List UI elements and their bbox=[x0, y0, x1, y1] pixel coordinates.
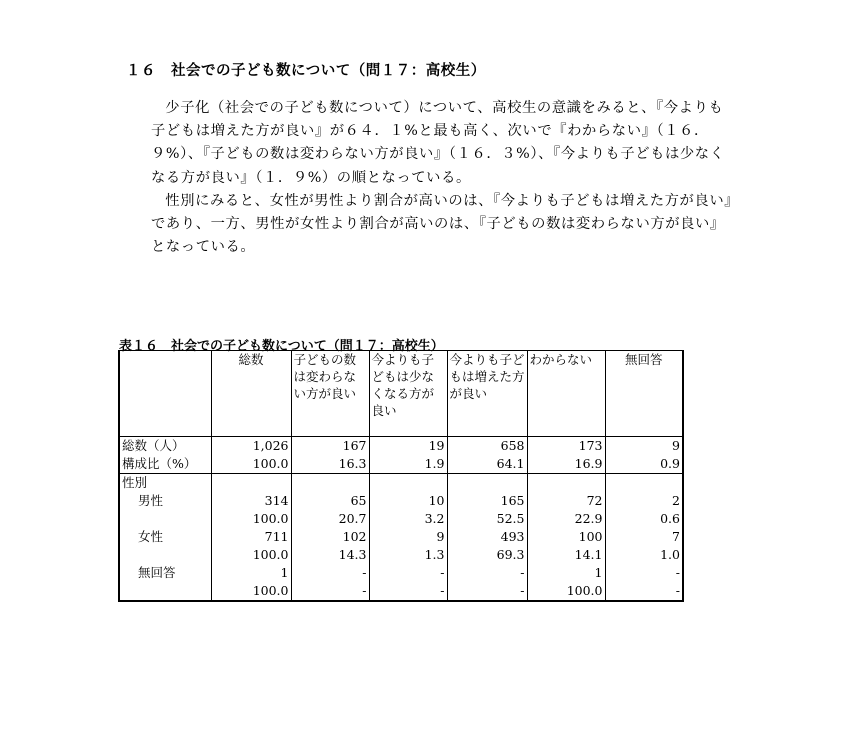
table-cell: 173 bbox=[527, 437, 605, 456]
row-label bbox=[119, 582, 211, 601]
column-header: 子どもの数は変わらない方が良い bbox=[291, 351, 369, 437]
row-label: 女性 bbox=[119, 528, 211, 546]
table-cell: 1.0 bbox=[605, 546, 683, 564]
table-cell bbox=[369, 474, 447, 493]
statistics-table bbox=[118, 350, 684, 602]
table-cell: - bbox=[447, 582, 527, 601]
table-cell: 314 bbox=[211, 492, 291, 510]
table-cell: - bbox=[369, 582, 447, 601]
table-cell: 9 bbox=[605, 437, 683, 456]
row-label: 構成比（%） bbox=[119, 455, 211, 474]
table-cell bbox=[605, 474, 683, 493]
table-cell: 100.0 bbox=[211, 510, 291, 528]
table-cell: 0.6 bbox=[605, 510, 683, 528]
table-header-row bbox=[119, 351, 683, 437]
table-cell: - bbox=[291, 582, 369, 601]
row-label: 無回答 bbox=[119, 564, 211, 582]
table-cell: 0.9 bbox=[605, 455, 683, 474]
table-cell: - bbox=[605, 564, 683, 582]
table-row bbox=[119, 437, 683, 456]
table-cell: 64.1 bbox=[447, 455, 527, 474]
table-cell: - bbox=[369, 564, 447, 582]
row-label: 性別 bbox=[119, 474, 211, 493]
table-row bbox=[119, 564, 683, 582]
table-row bbox=[119, 492, 683, 510]
table-cell: 16.3 bbox=[291, 455, 369, 474]
table-cell: 1.9 bbox=[369, 455, 447, 474]
row-label bbox=[119, 546, 211, 564]
table-caption: 表１６ 社会での子ども数について（問１７：高校生） bbox=[119, 339, 444, 354]
table-cell: 100 bbox=[527, 528, 605, 546]
paragraph-2: 性別にみると、女性が男性より割合が高いのは、『今よりも子どもは増えた方が良い』であり、一方、男性が女性より割合が高いのは、『子どもの数は変わらない方が良い』となっている。 bbox=[151, 192, 732, 256]
table-cell: 1 bbox=[211, 564, 291, 582]
table-cell: 7 bbox=[605, 528, 683, 546]
body-text bbox=[151, 97, 736, 259]
section-heading: １６ 社会での子ども数について（問１７：高校生） bbox=[126, 63, 486, 79]
table-cell: 167 bbox=[291, 437, 369, 456]
table-cell: 22.9 bbox=[527, 510, 605, 528]
table-cell: 1 bbox=[527, 564, 605, 582]
table-cell: 16.9 bbox=[527, 455, 605, 474]
table-cell: 72 bbox=[527, 492, 605, 510]
table-row bbox=[119, 546, 683, 564]
table-cell: 493 bbox=[447, 528, 527, 546]
table-cell bbox=[527, 474, 605, 493]
table-cell: 102 bbox=[291, 528, 369, 546]
column-header: 無回答 bbox=[605, 351, 683, 437]
table-cell bbox=[447, 474, 527, 493]
column-header: 今よりも子どもは少なくなる方が良い bbox=[369, 351, 447, 437]
table-cell: 20.7 bbox=[291, 510, 369, 528]
table-cell: 14.3 bbox=[291, 546, 369, 564]
table-row bbox=[119, 582, 683, 601]
table-cell: 100.0 bbox=[527, 582, 605, 601]
table-cell: 65 bbox=[291, 492, 369, 510]
table-cell: 9 bbox=[369, 528, 447, 546]
column-header: 今よりも子どもは増えた方が良い bbox=[447, 351, 527, 437]
table-cell: 19 bbox=[369, 437, 447, 456]
table-cell: 10 bbox=[369, 492, 447, 510]
table-cell: 1.3 bbox=[369, 546, 447, 564]
row-label: 男性 bbox=[119, 492, 211, 510]
table-cell: 100.0 bbox=[211, 546, 291, 564]
table-row bbox=[119, 455, 683, 474]
column-header: わからない bbox=[527, 351, 605, 437]
header-blank bbox=[119, 351, 211, 437]
table-cell: 100.0 bbox=[211, 582, 291, 601]
table-cell: 711 bbox=[211, 528, 291, 546]
table-cell: 100.0 bbox=[211, 455, 291, 474]
table-cell: 3.2 bbox=[369, 510, 447, 528]
table-cell: - bbox=[605, 582, 683, 601]
table-cell: - bbox=[291, 564, 369, 582]
table-row bbox=[119, 510, 683, 528]
table-cell: 165 bbox=[447, 492, 527, 510]
paragraph-1: 少子化（社会での子ども数について）について、高校生の意識をみると、『今よりも子どもは増えた方が良い』が６４．１%と最も高く、次いで『わからない』（１６．９%）、『子どもの数は変わらない方が良い』（１６．３%）、『今よりも子どもは少なくなる方が良い』（１．９%）の順となっている。 bbox=[151, 100, 725, 186]
table-cell: 14.1 bbox=[527, 546, 605, 564]
row-label bbox=[119, 510, 211, 528]
table-row bbox=[119, 474, 683, 493]
table-cell bbox=[211, 474, 291, 493]
table-cell: 69.3 bbox=[447, 546, 527, 564]
table-cell: 2 bbox=[605, 492, 683, 510]
table-cell: 1,026 bbox=[211, 437, 291, 456]
table-cell: 658 bbox=[447, 437, 527, 456]
row-label: 総数（人） bbox=[119, 437, 211, 456]
column-header: 総数 bbox=[211, 351, 291, 437]
table-row bbox=[119, 528, 683, 546]
table-cell: - bbox=[447, 564, 527, 582]
table-cell bbox=[291, 474, 369, 493]
table-cell: 52.5 bbox=[447, 510, 527, 528]
